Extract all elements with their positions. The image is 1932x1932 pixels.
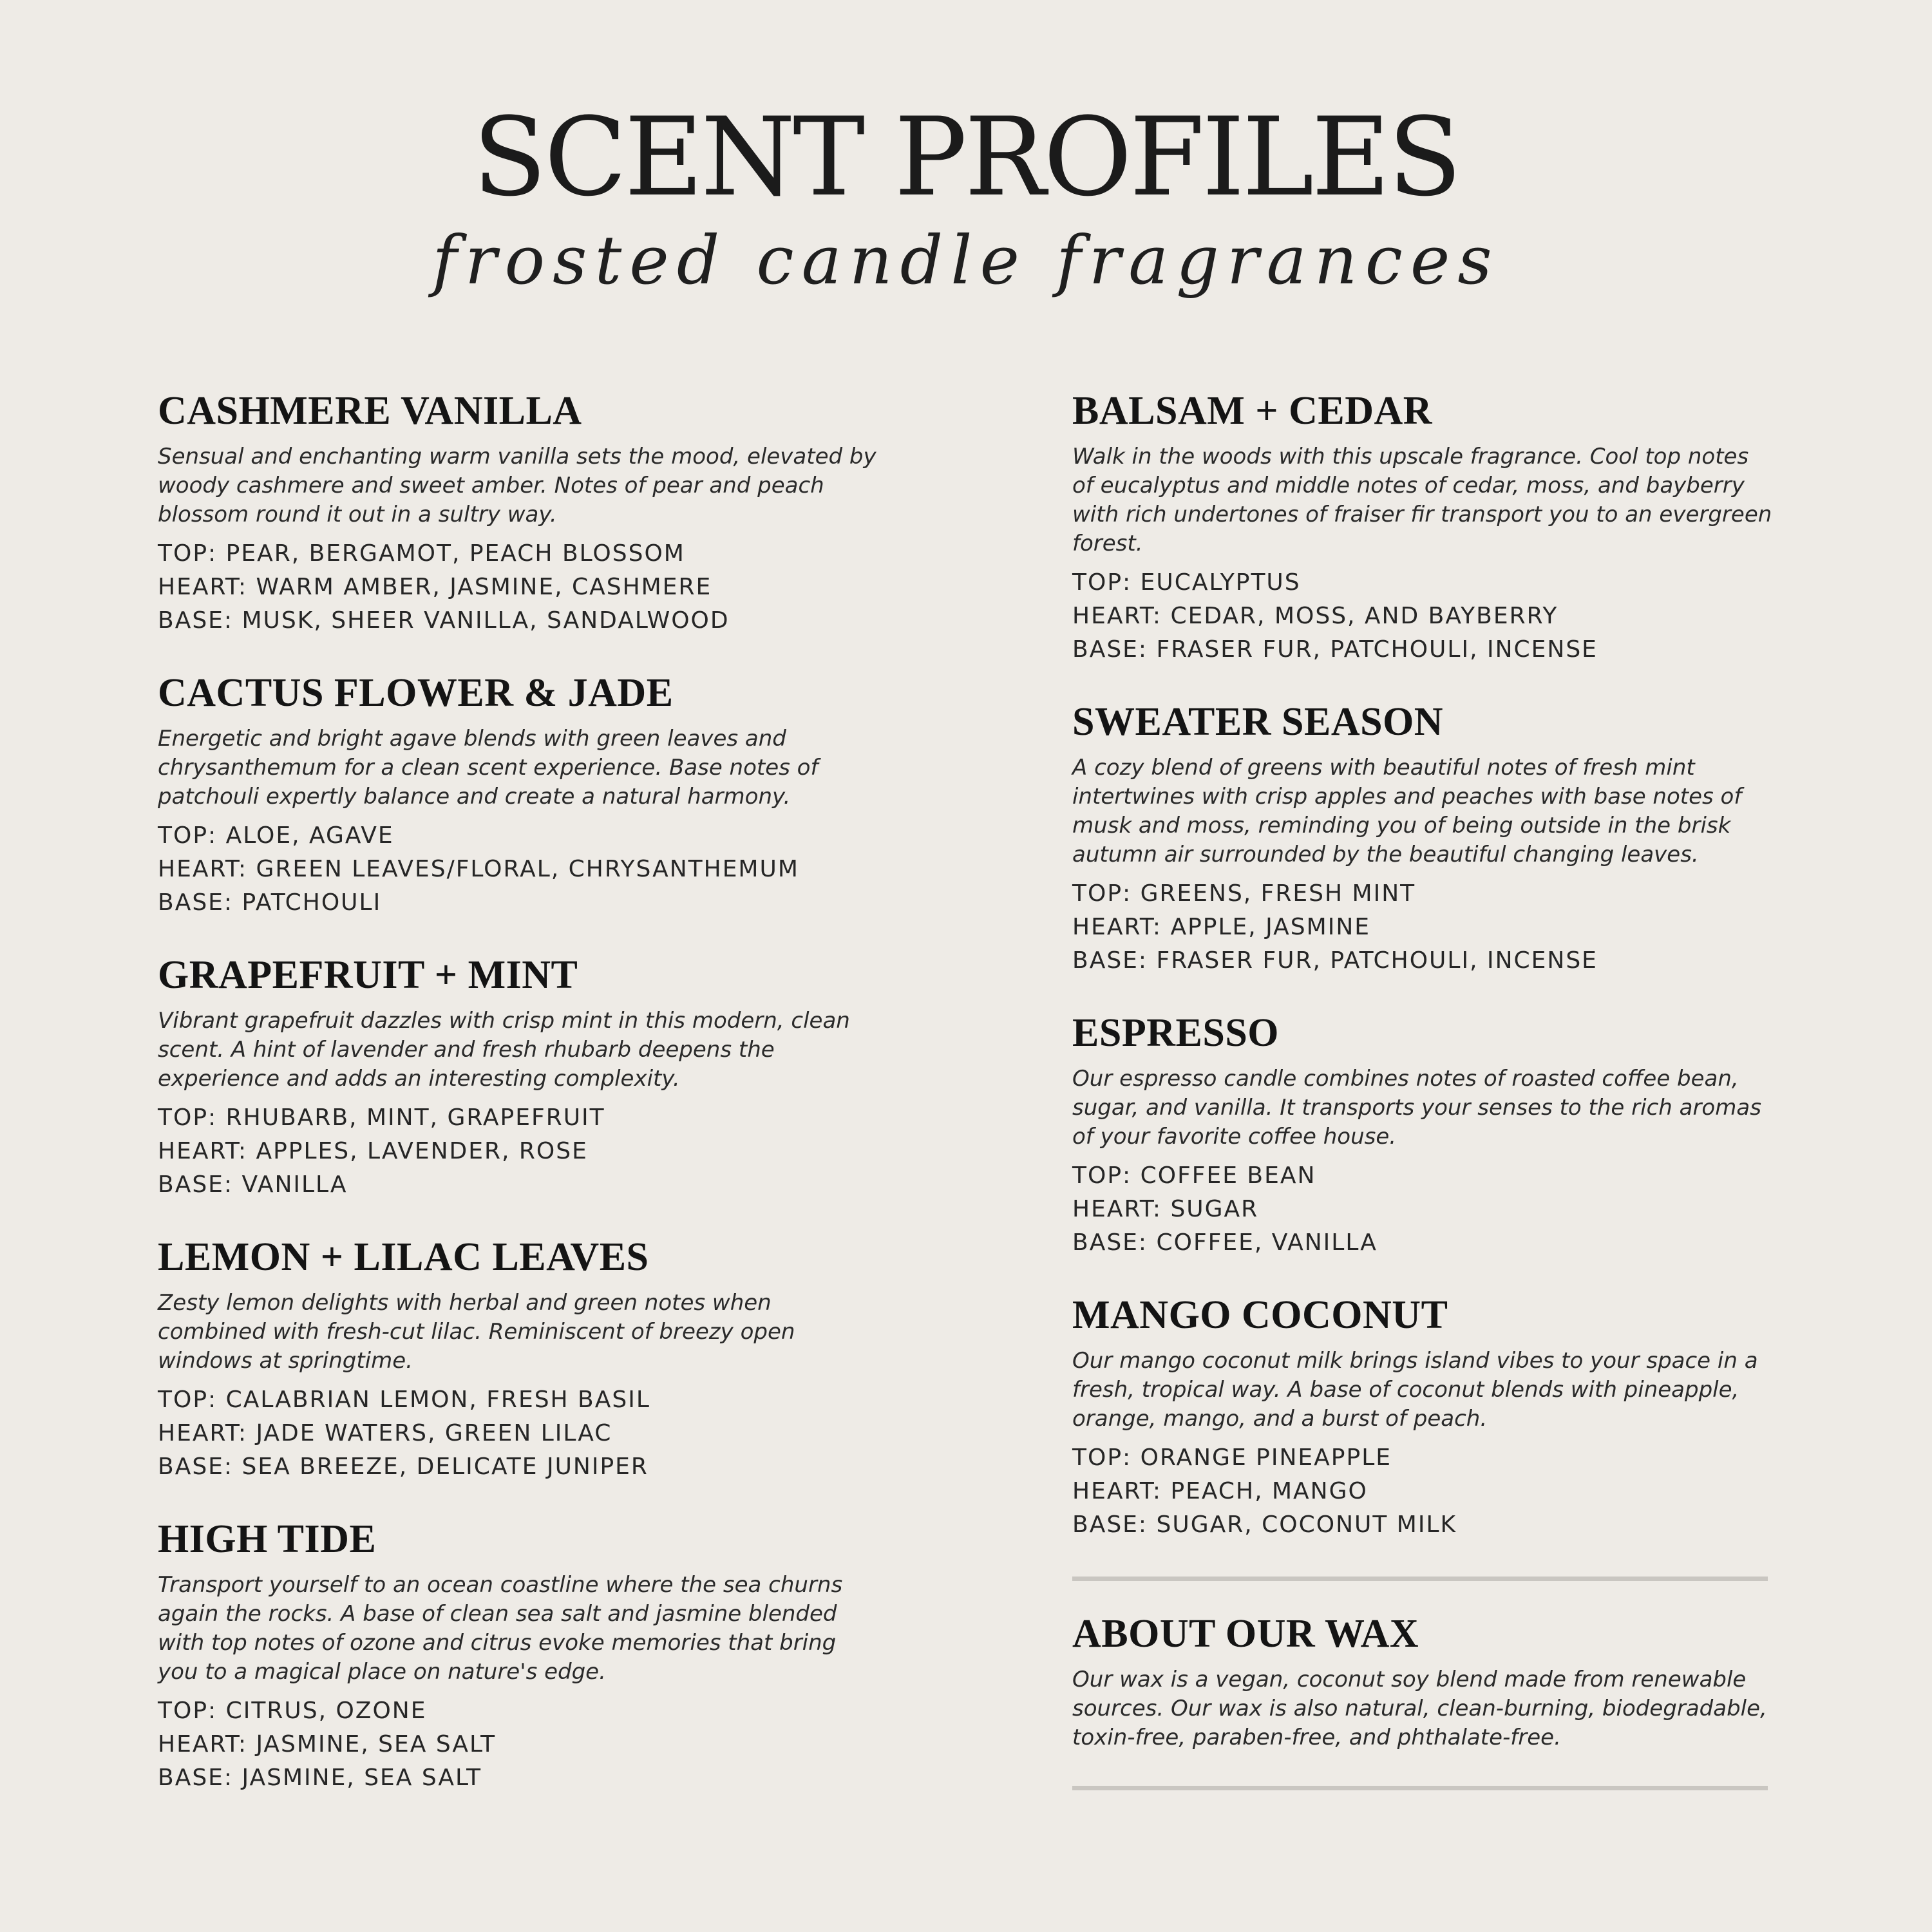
left-column [158,390,879,1830]
scent-espresso [1072,1012,1774,1260]
scent-balsam-cedar [1072,390,1774,667]
scent-description: Zesty lemon delights with herbal and green notes when combined with fresh-cut lilac. Reminiscent of breezy open windows at springtime. [158,1290,795,1374]
top-notes: TOP: ALOE, AGAVE [158,822,394,849]
scent-name: CACTUS FLOWER & JADE [158,671,674,715]
base-notes: BASE: JASMINE, SEA SALT [158,1765,482,1792]
top-notes: TOP: CITRUS, OZONE [158,1698,427,1725]
base-notes: BASE: COFFEE, VANILLA [1072,1229,1378,1256]
scent-name: LEMON + LILAC LEAVES [158,1235,649,1280]
top-notes: TOP: GREENS, FRESH MINT [1072,880,1416,907]
top-notes: TOP: CALABRIAN LEMON, FRESH BASIL [158,1387,650,1414]
top-notes: TOP: RHUBARB, MINT, GRAPEFRUIT [158,1104,605,1132]
scent-name: ESPRESSO [1072,1011,1280,1056]
divider [1072,1786,1768,1790]
base-notes: BASE: MUSK, SHEER VANILLA, SANDALWOOD [158,607,730,634]
scent-description: Our mango coconut milk brings island vibes to your space in a fresh, tropical way. A base of coconut blends with pineapple, orange, mango, and a burst of peach. [1072,1348,1758,1432]
heart-notes: HEART: SUGAR [1072,1196,1259,1223]
scent-name: CASHMERE VANILLA [158,389,582,433]
scent-name: SWEATER SEASON [1072,700,1444,744]
divider [1072,1577,1768,1581]
top-notes: TOP: EUCALYPTUS [1072,569,1301,596]
heart-notes: HEART: JADE WATERS, GREEN LILAC [158,1420,612,1447]
heart-notes: HEART: WARM AMBER, JASMINE, CASHMERE [158,574,712,601]
heart-notes: HEART: APPLE, JASMINE [1072,914,1370,941]
about-wax [1072,1613,1774,1752]
scent-mango-coconut [1072,1294,1774,1542]
base-notes: BASE: SEA BREEZE, DELICATE JUNIPER [158,1454,649,1481]
page-subtitle: frosted candle fragrances [432,221,1500,299]
scent-name: GRAPEFRUIT + MINT [158,953,578,998]
scent-sweater-season [1072,701,1774,978]
base-notes: BASE: PATCHOULI [158,889,382,916]
scent-cashmere-vanilla [158,390,879,638]
scent-description: Our espresso candle combines notes of roasted coffee bean, sugar, and vanilla. It transports your senses to the rich aromas of your favorite coffee house. [1072,1066,1761,1150]
scent-description: Transport yourself to an ocean coastline where the sea churns again the rocks. A base of clean sea salt and jasmine blended with top notes of ozone and citrus evoke memories that bring you to a magical place on nature's edge. [158,1572,843,1685]
about-description: Our wax is a vegan, coconut soy blend made from renewable sources. Our wax is also natural, clean-burning, biodegradable, toxin-free, paraben-free, and phthalate-free. [1072,1667,1767,1751]
heart-notes: HEART: CEDAR, MOSS, AND BAYBERRY [1072,603,1558,630]
scent-name: MANGO COCONUT [1072,1293,1448,1338]
scent-name: BALSAM + CEDAR [1072,389,1433,433]
base-notes: BASE: SUGAR, COCONUT MILK [1072,1511,1457,1539]
scent-description: Sensual and enchanting warm vanilla sets the mood, elevated by woody cashmere and sweet amber. Notes of pear and peach blossom round it out in a sultry way. [158,444,876,528]
scent-grapefruit-mint [158,954,879,1202]
heart-notes: HEART: GREEN LEAVES/FLORAL, CHRYSANTHEMUM [158,856,799,883]
scent-description: Vibrant grapefruit dazzles with crisp mint in this modern, clean scent. A hint of lavender and fresh rhubarb deepens the experience and adds an interesting complexity. [158,1008,850,1092]
right-column [1072,390,1774,1790]
heart-notes: HEART: PEACH, MANGO [1072,1478,1368,1505]
scent-cactus-flower-jade [158,672,879,920]
about-title: ABOUT OUR WAX [1072,1612,1419,1656]
page-title: SCENT PROFILES [472,94,1460,220]
base-notes: BASE: FRASER FUR, PATCHOULI, INCENSE [1072,947,1598,974]
top-notes: TOP: ORANGE PINEAPPLE [1072,1444,1392,1472]
scent-lemon-lilac-leaves [158,1236,879,1484]
scent-description: Energetic and bright agave blends with green leaves and chrysanthemum for a clean scent experience. Base notes of patchouli expertly balance and create a natural harmony. [158,726,819,810]
scent-name: HIGH TIDE [158,1517,377,1562]
scent-description: A cozy blend of greens with beautiful notes of fresh mint intertwines with crisp apples and peaches with base notes of musk and moss, reminding you of being outside in the brisk autumn air surrounded by the beautiful changing leaves. [1072,755,1742,868]
base-notes: BASE: FRASER FUR, PATCHOULI, INCENSE [1072,636,1598,663]
scent-description: Walk in the woods with this upscale fragrance. Cool top notes of eucalyptus and middle notes of cedar, moss, and bayberry with rich undertones of fraiser fir transport you to an evergreen forest. [1072,444,1772,557]
top-notes: TOP: PEAR, BERGAMOT, PEACH BLOSSOM [158,540,685,567]
scent-high-tide [158,1519,879,1795]
top-notes: TOP: COFFEE BEAN [1072,1162,1316,1189]
base-notes: BASE: VANILLA [158,1171,348,1198]
heart-notes: HEART: JASMINE, SEA SALT [158,1731,497,1758]
heart-notes: HEART: APPLES, LAVENDER, ROSE [158,1138,588,1165]
